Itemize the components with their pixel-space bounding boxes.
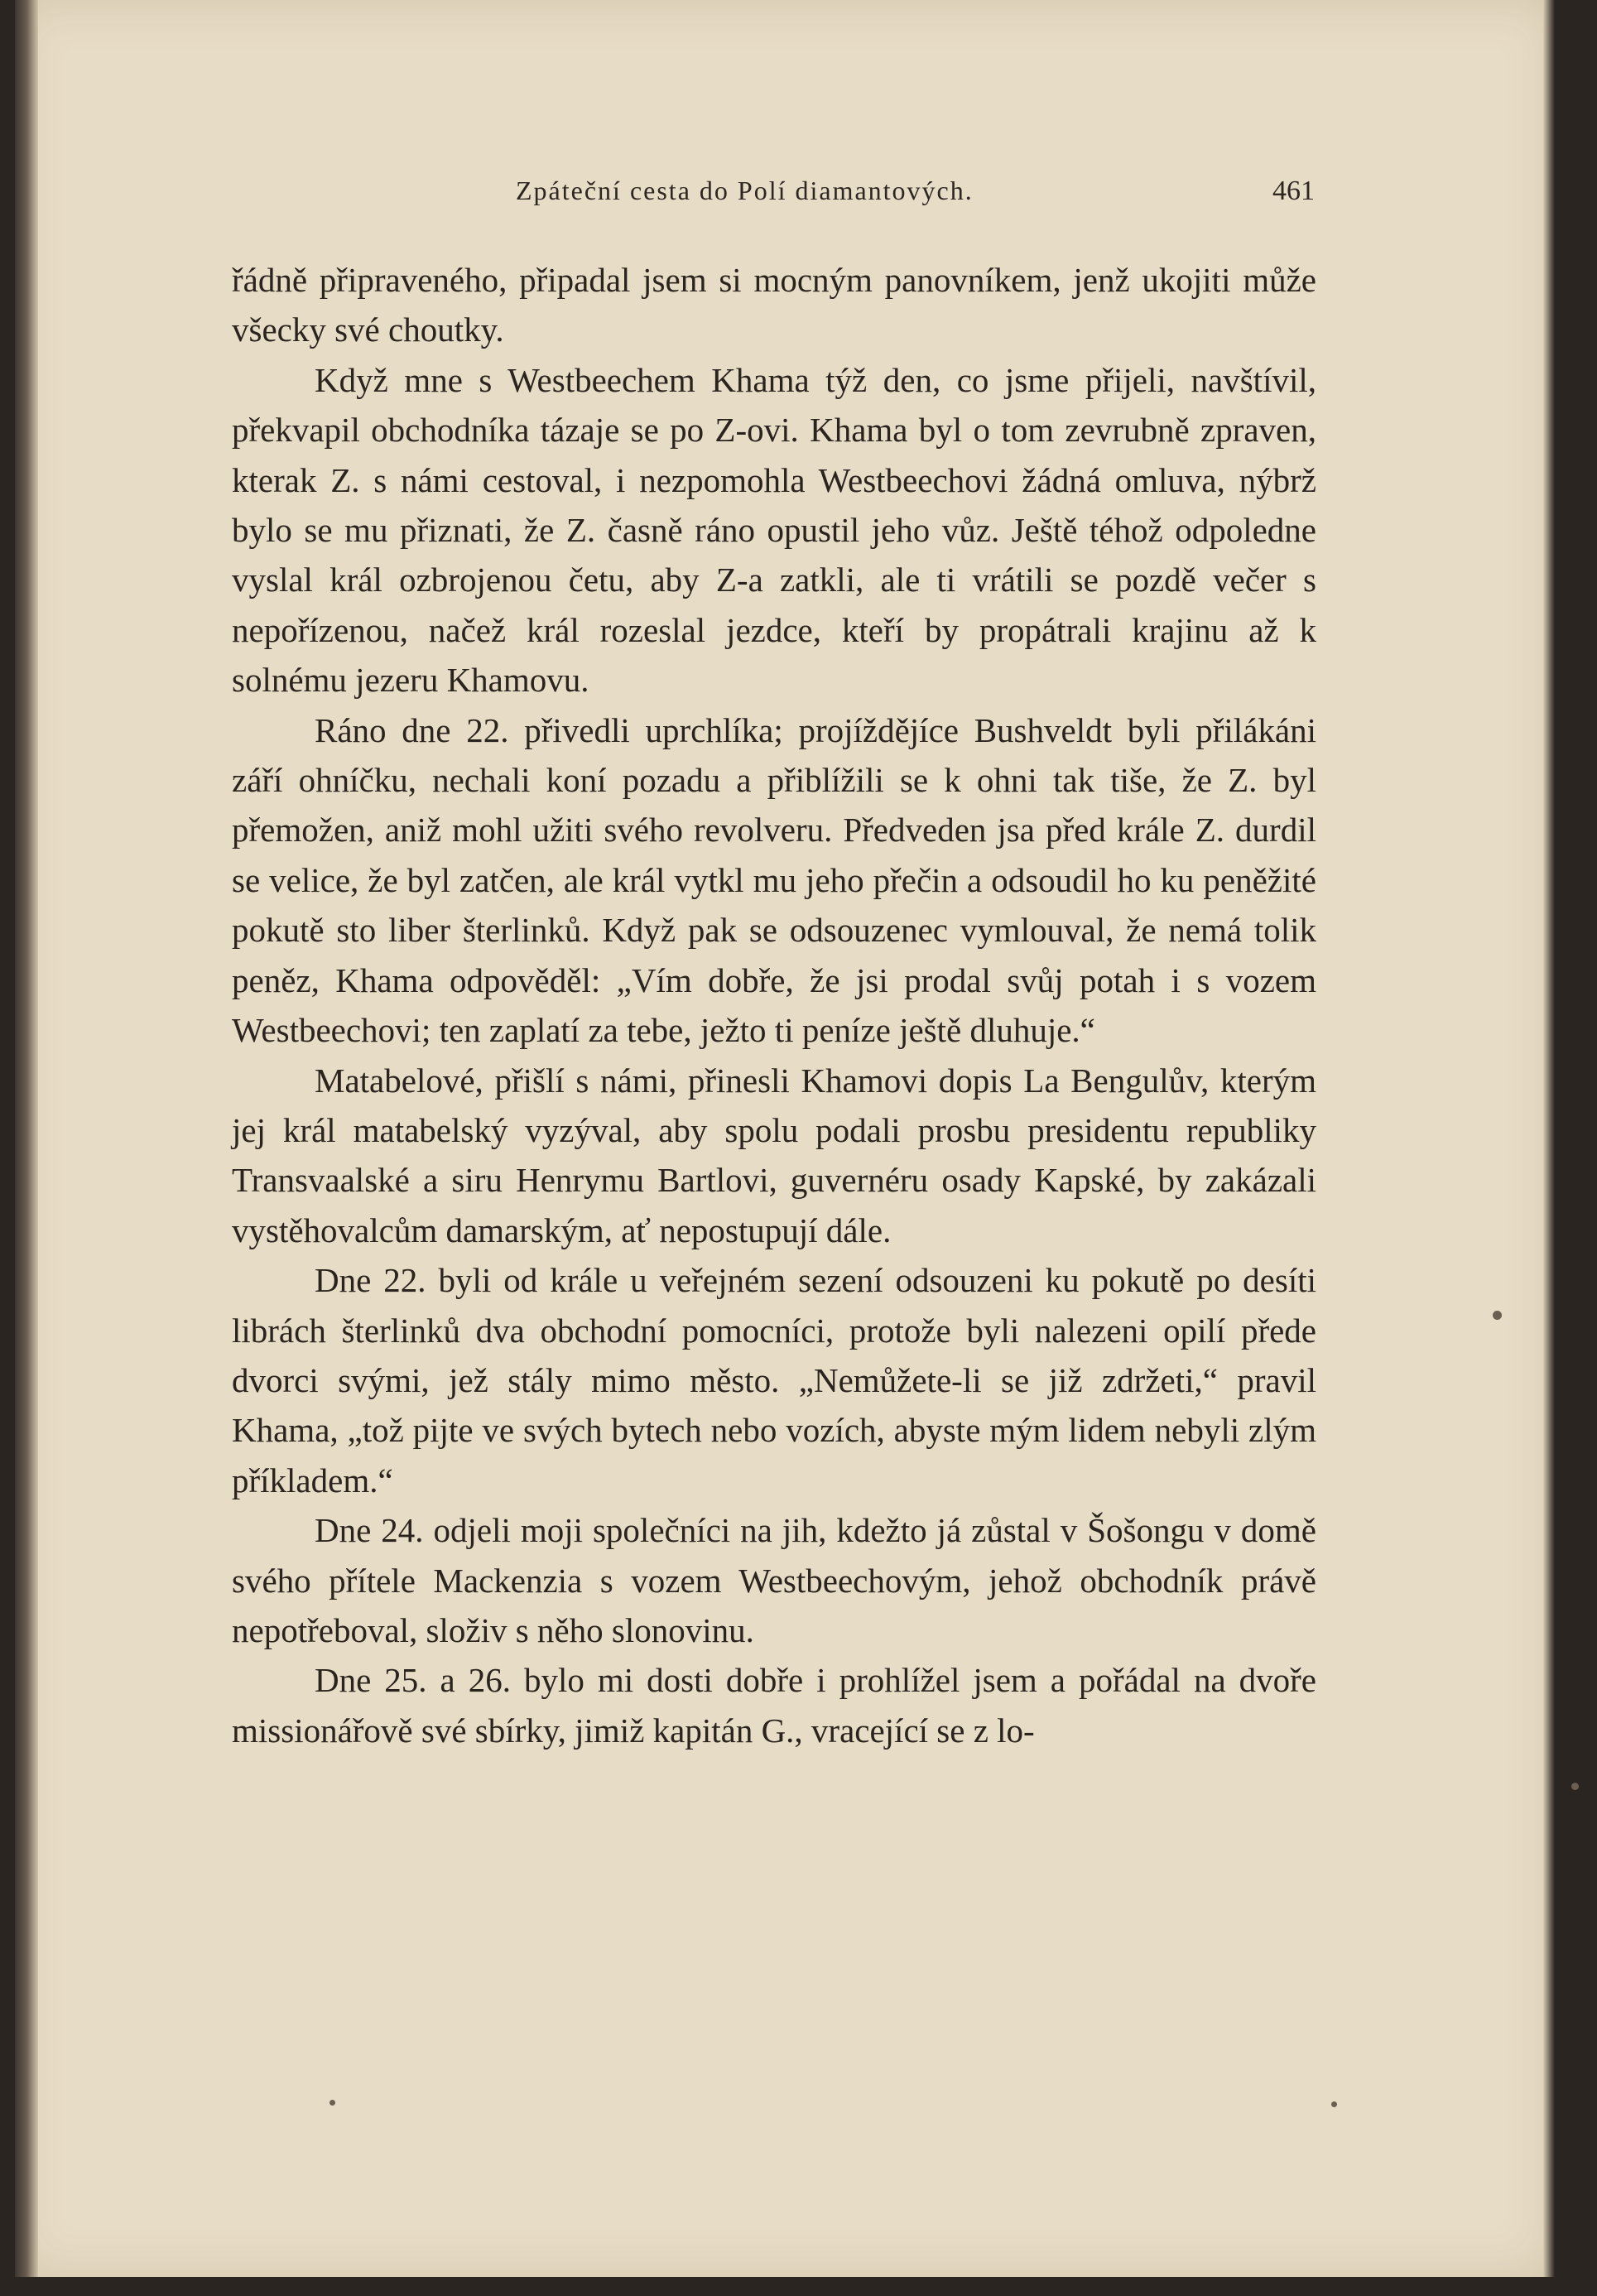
page-spine-shadow — [15, 0, 38, 2277]
paragraph: Dne 22. byli od krále u veřejném sezení odsouzeni ku pokutě po desíti librách šterlinků dva obchodní pomocníci, protože byli nalezeni opilí přede dvorci svými, jež stály mimo město. „Nemůžete-li se již zdržeti,“ pravil Khama, „tož pijte ve svých bytech nebo vozích, abyste mým lidem nebyli zlým příkladem.“ — [232, 1261, 1316, 1499]
book-page — [15, 0, 1555, 2277]
paper-speck — [1571, 1783, 1579, 1790]
paper-speck — [1493, 1311, 1502, 1320]
body-text — [232, 255, 1316, 1755]
paragraph: Matabelové, přišlí s námi, přinesli Khamovi dopis La Bengulův, kterým jej král matabelský vyzýval, aby spolu podali prosbu presidentu republiky Transvaalské a siru Henrymu Bartlovi, guvernéru osady Kapské, by zakázali vystěhovalcům damarským, ať nepostupují dále. — [232, 1061, 1316, 1249]
page-edge-shadow — [1543, 0, 1555, 2277]
running-title: Zpáteční cesta do Polí diamantových. — [516, 176, 974, 205]
paragraph: řádně připraveného, připadal jsem si mocným panovníkem, jenž ukojiti může všecky své choutky. — [232, 261, 1316, 349]
paragraph: Dne 25. a 26. bylo mi dosti dobře i prohlížel jsem a pořádal na dvoře missionářově své sbírky, jimiž kapitán G., vracející se z lo- — [232, 1661, 1316, 1750]
page-number: 461 — [1272, 176, 1315, 206]
paper-speck — [330, 2100, 335, 2106]
paragraph: Když mne s Westbeechem Khama týž den, co jsme přijeli, navštívil, překvapil obchodníka tázaje se po Z-ovi. Khama byl o tom zevrubně zpraven, kterak Z. s námi cestoval, i nezpomohla Westbeechovi žádná omluva, nýbrž bylo se mu přiznati, že Z. časně ráno opustil jeho vůz. Ještě téhož odpoledne vyslal král ozbrojenou četu, aby Z-a zatkli, ale ti vrátili se pozdě večer s nepořízenou, načež král rozeslal jezdce, kteří by propátrali krajinu až k solnému jezeru Khamovu. — [232, 360, 1316, 700]
paper-speck — [1331, 2101, 1337, 2107]
paragraph: Ráno dne 22. přivedli uprchlíka; projíždějíce Bushveldt byli přilákáni září ohníčku, nechali koní pozadu a přiblížili se k ohni tak tiše, že Z. byl přemožen, aniž mohl užiti svého revolveru. Předveden jsa před krále Z. durdil se velice, že byl zatčen, ale král vytkl mu jeho přečin a odsoudil ho ku peněžité pokutě sto liber šterlinků. Když pak se odsouzenec vymlouval, že nemá tolik peněz, Khama odpověděl: „Vím dobře, že jsi prodal svůj potah i s vozem Westbeechovi; ten zaplatí za tebe, ježto ti peníze ještě dluhuje.“ — [232, 710, 1316, 1050]
paragraph: Dne 24. odjeli moji společníci na jih, kdežto já zůstal v Šošongu v domě svého přítele Mackenzia s vozem Westbeechovým, jehož obchodník právě nepotřeboval, složiv s něho slonovinu. — [232, 1511, 1316, 1649]
running-header — [234, 176, 1315, 217]
